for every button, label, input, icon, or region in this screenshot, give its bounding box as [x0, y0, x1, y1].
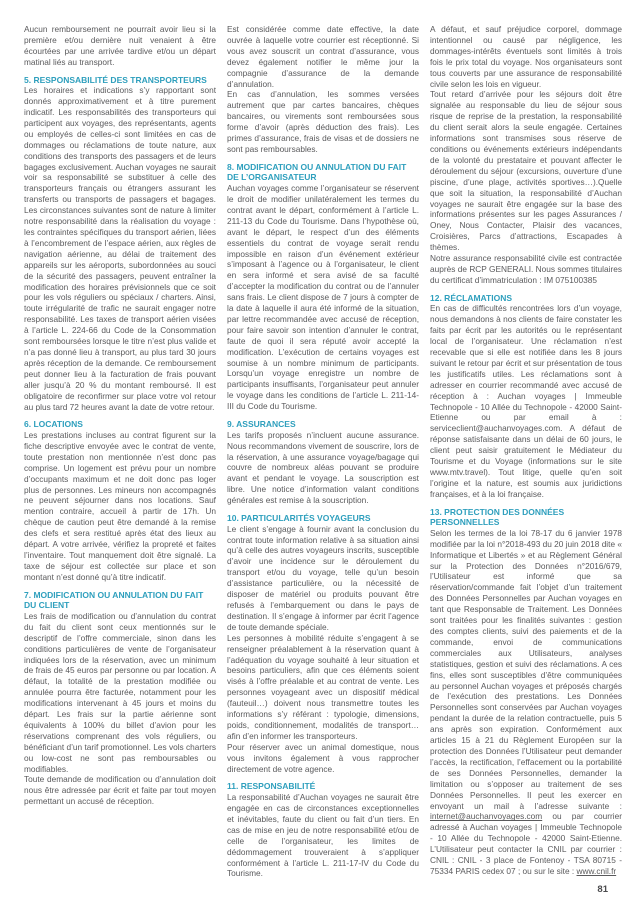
section-heading: 8. MODIFICATION OU ANNULATION DU FAIT DE L’ORGANISATEUR: [227, 161, 407, 183]
paragraph: Est considérée comme date effective, la date ouvrée à laquelle votre courrier est réceptionné. Si vous avez souscrit un contrat d’assurance, vous devez également notifier le même jour la compagnie d’assurance de la demande d’annulation.: [227, 24, 419, 89]
link[interactable]: internet@auchanvoyages.com: [430, 811, 543, 822]
paragraph: Les prestations incluses au contrat figurent sur la fiche descriptive envoyée avec le contrat de vente, toute prestation non mentionnée n’est donc pas comprise. Un logement est prévu pour un nombre d’occupants maximum et ne doit donc pas loger plus de personnes. Les mineurs non accompagnés ne peuvent séjourner dans nos locations. Sauf mention contraire, accueil à partir de 17h. Un chèque de caution peut être demandé à la remise des clefs et sera restitué après état des lieux au départ. A votre arrivée, vérifiez la propreté et faites l’inventaire. Tout manquement doit être signalé. La taxe de séjour est collectée sur place et son montant n’est donné qu’à titre indicatif.: [24, 430, 216, 582]
paragraph: Pour réserver avec un animal domestique, nous vous invitons également à vous rapprocher directement de votre agence.: [227, 741, 419, 774]
paragraph: La responsabilité d’Auchan voyages ne saurait être engagée en cas de circonstances exceptionnelles et inévitables, faute du client ou fait d’un tiers. En cas de mise en jeu de notre responsabilité et/ou de celle de l’organisateur, les limites de dédommagement trouveraient à s’appliquer conformément à l’article L. 211-17-IV du Code du Tourisme.: [227, 792, 419, 879]
link[interactable]: www.cnil.fr: [576, 865, 617, 876]
paragraph: Le client s’engage à fournir avant la conclusion du contrat toute information relative à sa situation ainsi qu’à celle des autres voyageurs inscrits, susceptible d’avoir une incidence sur le déroulement du transport et/ou du voyage, telle qu’un besoin d’assistance particulière, ou la nécessité de disposer de matériel ou produits pouvant être refusés à l’embarquement ou dans le pays de destination. Il s’engage à informer par écrit l’agence de toute demande spéciale.: [227, 523, 419, 632]
section-heading: 7. MODIFICATION OU ANNULATION DU FAIT DU CLIENT: [24, 589, 204, 611]
paragraph: Notre assurance responsabilité civile est contractée auprès de RCP GENERALI. Nous sommes titulaires du certificat d’immatriculation : IM 075100385: [430, 253, 622, 285]
paragraph: Les tarifs proposés n’incluent aucune assurance. Nous recommandons vivement de souscrire, lors de la réservation, à une assurance voyage/bagage qui couvre de nombreux aléas pouvant se produire avant et pendant le voyage. La souscription est libre. Une notice d’information valant conditions générales est remise à la souscription.: [227, 429, 419, 506]
paragraph: A défaut, et sauf préjudice corporel, dommage intentionnel ou causé par négligence, les dommages-intérêts éventuels sont limités à trois fois le prix total du voyage. Nos organisateurs sont tous couverts par une assurance de responsabilité civile selon les lois en vigueur.: [430, 24, 622, 89]
section-heading: 10. PARTICULARITÉS VOYAGEURS: [227, 513, 371, 524]
section-heading: 11. RESPONSABILITÉ: [227, 781, 316, 792]
paragraph: Les horaires et indications s’y rapportant sont donnés approximativement et à titre purement indicatif. Les responsabilités des transporteurs qui participent aux voyages, des représentants, agents ou employés de celles-ci sont limitées en cas de dommages ou réclamations de toute nature, aux conditions des transports des passagers et de leurs bagages exclusivement. Auchan voyages ne saurait voir sa responsabilité se substituer à celle des transporteurs français ou étrangers assurant les transferts ou transports de passagers et bagages. Les circonstances suivantes sont de nature à limiter notre responsabilité dans la réalisation du voyage : les contraintes spécifiques du transport aérien, liées à l’encombrement de l’espace aérien, aux règles de navigation aérienne, au délai de traitement des appareils sur les aéroports, subordonnées au souci de la sécurité des passagers, peuvent entraîner la modification des horaires prévisionnels que ce soit pour les vols réguliers ou spéciaux / charters. Ainsi, toute irrégularité de trafic ne saurait engager notre responsabilité. Les taxes de transport aérien visées à l’article L. 224-66 du Code de la Consommation sont remboursées lorsque le titre n’est plus valide et n’a pas donné lieu à transport, au plus tard 30 jours après réception de la demande. Ce remboursement peut donner lieu à la facturation de frais pouvant aller jusqu’à 20 % du montant remboursé. Il est obligatoire de reconfirmer sur place votre vol retour au plus tard 72 heures avant la date de votre retour.: [24, 85, 216, 412]
paragraph: Selon les termes de la loi 78-17 du 6 janvier 1978 modifiée par la loi n°2018-493 du 20 juin 2018 dite « Informatique et Libertés » et au Règlement Général sur la Protection des Données n°2016/679, l’Utilisateur est informé que sa réservation/commande fait l’objet d’un traitement des Données Personnelles par Auchan voyages en tant que Responsable de Traitement. Les Données sont traitées pour les finalités suivantes : gestion des comptes clients, suivi des paiements et de la commande, envoi de communications commerciales aux Utilisateurs, analyses statistiques, gestion et suivi des réclamations. A ces fins, elles sont susceptibles d’être communiquées au personnel Auchan voyages et préposés chargés de l’exécution des prestations. Les Données Personnelles sont conservées par Auchan voyages pendant la durée de la relation contractuelle, puis 5 ans après son expiration. Conformément aux articles 15 à 21 du Règlement Européen sur la protection des Données l’Utilisateur peut demander l’accès, la rectification, l’effacement ou la portabilité de ses Données Personnelles, demander la limitation ou s’opposer au traitement de ses Données Personnelles. Il peut les exercer en envoyant un mail à l’adresse suivante : internet@auchanvoyages.com ou par courrier adressé à Auchan voyages | Immeuble Technopole - 10 Allée du Technopole - 42000 Saint-Etienne. L’Utilisateur peut contacter la CNIL par courrier : CNIL : CNIL - 3 place de Fontenoy - TSA 80715 - 75334 PARIS cedex 07 ; ou sur le site : www.cnil.fr: [430, 527, 622, 876]
section-heading: 13. PROTECTION DES DONNÉES PERSONNELLES: [430, 506, 565, 528]
paragraph: Aucun remboursement ne pourrait avoir lieu si la première et/ou dernière nuit venaient à être écourtées par une arrivée tardive et/ou un départ matinal liés au transport.: [24, 24, 216, 67]
paragraph: Toute demande de modification ou d’annulation doit nous être adressée par écrit et faite par tout moyen permettant un accusé de réception.: [24, 774, 216, 807]
text-column-3: [430, 24, 622, 879]
paragraph: Tout retard d’arrivée pour les séjours doit être signalée au responsable du lieu de séjour sous risque de reprise de la prestation, la responsabilité du client serait alors la seule engagée. Certaines informations sont transmises sous réserve de conditions ou événements extérieurs indépendants de la volonté du prestataire et pouvant affecter le déroulement du séjour (excursions, ouverture d’une piscine, d’une plage, activités sportives…).Quelle que soit la situation, la responsabilité d’Auchan voyages ne saurait être engagée sur la base des informations présentes sur les pages Assurances / Oney, Nous Contacter, Plaisir des vacances, Croisières, Parcs d’attractions, Escapades à thèmes.: [430, 89, 622, 253]
section-heading: 5. RESPONSABILITÉ DES TRANSPORTEURS: [24, 74, 207, 85]
paragraph: Les frais de modification ou d’annulation du contrat du fait du client sont ceux mentionnés sur le descriptif de l’offre commerciale, sinon dans les conditions particulières de vente de l’organisateur indiquées lors de la réservation, avec un minimum de frais de 45 euros par personne ou par location. A défaut, la totalité de la prestation modifiée ou annulée pourra être facturée, notamment pour les modifications intervenant à 45 jours et moins du départ. Les frais sur la partie aérienne sont équivalents à 100% du billet d’avion pour les réservations comprenant des vols réguliers, ou bénéficiant d’un tarif promotionnel. Les vols charters ou low-cost ne sont pas remboursables ou modifiables.: [24, 610, 216, 774]
text-column-2: [227, 24, 419, 879]
text-column-1: [24, 24, 216, 879]
section-heading: 9. ASSURANCES: [227, 419, 296, 430]
section-heading: 6. LOCATIONS: [24, 419, 83, 430]
paragraph: En cas de difficultés rencontrées lors d’un voyage, nous demandons à nos clients de faire constater les faits par écrit par les autorités ou le représentant local de l’organisateur. Une réclamation n’est recevable que si elle est notifiée dans les 8 jours suivant le retour par écrit et sur présentation de tous les justificatifs utiles. Les réclamations sont à adresser en courrier recommandé avec accusé de réception à : Auchan voyages | Immeuble Technopole - 10 Allée du Technopole - 42000 Saint-Etienne ou par email à : serviceclient@auchanvoyages.com. A défaut de réponse satisfaisante dans un délai de 60 jours, le client peut saisir gratuitement le Médiateur du Tourisme et du Voyage (informations sur le site www.mtv.travel). Tout litige, quelle qu’en soit l’origine et la nature, est soumis aux juridictions françaises, et à la loi française.: [430, 303, 622, 499]
paragraph: Auchan voyages comme l’organisateur se réservent le droit de modifier unilatéralement les termes du contrat avant le départ, conformément à l’article L. 211-13 du Code du Tourisme. Dans l’hypothèse où, avant le départ, le respect d’un des éléments essentiels du contrat de voyage serait rendu impossible en raison d’un événement extérieur s’imposant à l’agence ou à l’organisateur, le client en sera informé et sera avisé de sa faculté d’accepter la modification du contrat ou de l’annuler sans frais. Le client dispose de 7 jours à compter de la date à laquelle il aura été informé de la situation, par lettre recommandée avec accusé de réception, pour faire savoir son intention d’annuler le contrat, faute de quoi il sera réputé avoir accepté la modification. L’exécution de certains voyages est soumise à un nombre minimum de participants. Lorsqu’un voyage enregistre un nombre de participants insuffisants, l’organisateur peut annuler le voyage dans les conditions de l’article L. 211-14-III du Code du Tourisme.: [227, 183, 419, 412]
section-heading: 12. RÉCLAMATIONS: [430, 292, 513, 303]
paragraph: En cas d’annulation, les sommes versées autrement que par cartes bancaires, chèques bancaires, ou virements sont remboursées sous forme d’avoir (après déduction des frais). Les primes d’assurance, frais de visas et de dossiers ne sont pas remboursables.: [227, 89, 419, 154]
page-number: 81: [597, 884, 608, 895]
paragraph: Les personnes à mobilité réduite s’engagent à se renseigner préalablement à la réservation quant à l’adéquation du voyage souhaité à leur situation et besoins particuliers, afin que ces éléments soient visés à l’offre préalable et au contrat de vente. Les personnes voyageant avec un dispositif médical (fauteuil…) doivent nous transmettre toutes les informations s’y référant : typologie, dimensions, poids, conditionnement, modalités de transport… afin d’en informer les transporteurs.: [227, 632, 419, 741]
